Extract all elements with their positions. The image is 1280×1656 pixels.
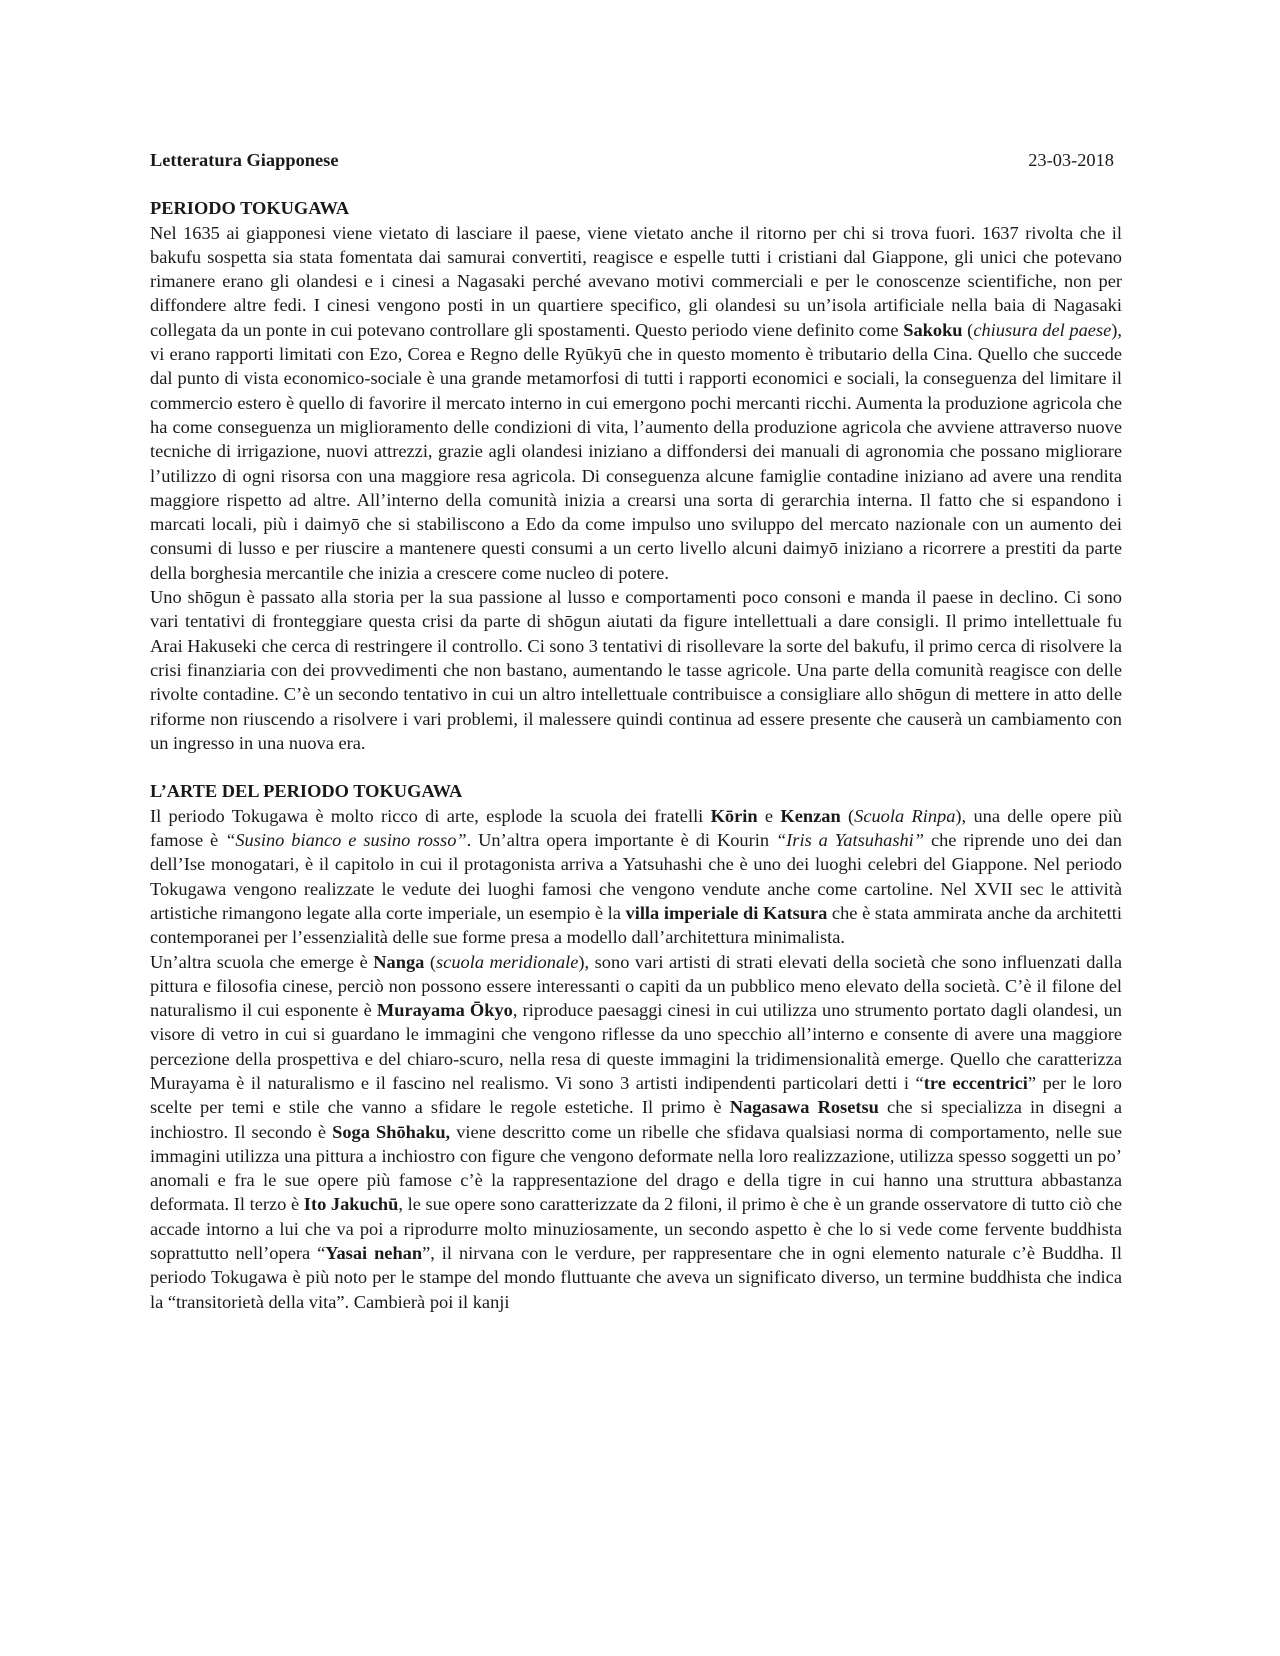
- document-title: Letteratura Giapponese: [150, 150, 339, 170]
- text-run: e: [757, 805, 781, 826]
- text-run: ), sono vari artisti di strati elevati della società che sono influenzati dalla pittura e filosofia cinese, perciò non possono essere interessanti o capiti da un pubblico meno elevato della società. C’è il filone del naturalismo il cui esponente è: [150, 951, 1122, 1021]
- italic-text: “Susino bianco e susino rosso”: [225, 830, 467, 851]
- bold-text: villa imperiale di Katsura: [625, 902, 828, 923]
- text-run: che è stata ammirata anche da architetti contemporanei per l’essenzialità delle sue forme presa a modello dall’architettura minimalista.: [150, 902, 1122, 948]
- bold-text: Sakoku: [903, 319, 963, 340]
- text-run: ” per le loro scelte per temi e stile che vanno a sfidare le regole estetiche. Il primo è: [150, 1072, 1123, 1118]
- text-run: che riprende uno dei dan dell’Ise monogatari, è il capitolo in cui il protagonista arriva a Yatsuhashi che è uno dei luoghi celebri del Giappone. Nel periodo Tokugawa vengono realizzate le vedute dei luoghi famosi che vengono vendute anche come cartoline. Nel XVII sec le attività artistiche rimangono legate alla corte imperiale, un esempio è la: [150, 830, 1122, 923]
- text-run: Un’altra scuola che emerge è: [150, 951, 374, 972]
- section-heading-periodo-tokugawa: PERIODO TOKUGAWA: [150, 198, 350, 219]
- paragraph: [150, 585, 1122, 755]
- text-run: Uno shōgun è passato alla storia per la sua passione al lusso e comportamenti poco consoni e manda il paese in declino. Ci sono vari tentativi di fronteggiare questa crisi da parte di shōgun aiutati da figure intellettuali a dare consigli. Il primo intellettuale fu Arai Hakuseki che cerca di restringere il controllo. Ci sono 3 tentativi di risollevare la sorte del bakufu, il primo cerca di risolvere la crisi finanziaria con dei provvedimenti che non bastano, aumentando le tasse agricole. Una parte della comunità reagisce con delle rivolte contadine. C’è un secondo tentativo in cui un altro intellettuale contribuisce a consigliare allo shōgun di mettere in atto delle riforme non riuscendo a risolvere i vari problemi, il malessere quindi continua ad essere presente che causerà un cambiamento con un ingresso in una nuova era.: [150, 587, 1122, 753]
- text-run: (: [962, 319, 974, 340]
- paragraph: [150, 950, 1122, 1314]
- italic-text: “Iris a Yatsuhashi”: [775, 830, 925, 851]
- bold-text: Murayama Ōkyo: [376, 1000, 513, 1021]
- bold-text: Nagasawa Rosetsu: [729, 1097, 879, 1118]
- text-run: ”, il nirvana con le verdure, per rappresentare che in ogni elemento naturale c’è Buddha. Il periodo Tokugawa è più noto per le stampe del mondo fluttuante che aveva un significato diverso, un termine buddhista che indica la “transitorietà della vita”. Cambierà poi il kanji: [150, 1243, 1122, 1312]
- text-run: , le sue opere sono caratterizzate da 2 filoni, il primo è che è un grande osservatore di tutto ciò che accade intorno a lui che va poi a riprodurre molto minuziosamente, un secondo aspetto è che lo si vede come fervente buddhista soprattutto nell’opera “: [150, 1194, 1122, 1264]
- text-run: , riproduce paesaggi cinesi in cui utilizza uno strumento portato dagli olandesi, un visore di vetro in cui si guardano le immagini che vengono riflesse da uno specchio all’interno e consente di avere una maggiore percezione della prospettiva e del chiaro-scuro, nella resa di queste immagini la tridimensionalità emerge. Quello che caratterizza Murayama è il naturalismo e il fascino nel realismo. Vi sono 3 artisti indipendenti particolari detti i “: [150, 1000, 1122, 1093]
- bold-text: Ito Jakuchū: [303, 1194, 399, 1215]
- document-page: [150, 148, 1122, 1314]
- paragraph: [150, 804, 1122, 950]
- text-run: Il periodo Tokugawa è molto ricco di arte, esplode la scuola dei fratelli: [150, 805, 711, 826]
- text-run: ), vi erano rapporti limitati con Ezo, Corea e Regno delle Ryūkyū che in questo momento è tributario della Cina. Quello che succede dal punto di vista economico-sociale è una grande metamorfosi di tutti i rapporti economici e sociali, la conseguenza del limitare il commercio estero è quello di favorire il mercato interno in cui emergono pochi mercanti ricchi. Aumenta la produzione agricola che ha come conseguenza un miglioramento delle condizioni di vita, l’aumento della produzione agricola che avviene attraverso nuove tecniche di irrigazione, nuovi attrezzi, grazie agli olandesi iniziano a diffondersi dei manuali di agronomia che possano migliorare l’utilizzo di ogni risorsa con una maggiore resa agricola. Di conseguenza alcune famiglie contadine iniziano ad avere una rendita maggiore rispetto ad altre. All’interno della comunità inizia a crearsi una sorta di gerarchia interna. Il fatto che si espandono i marcati locali, più i daimyō che si stabiliscono a Edo da come impulso uno sviluppo del mercato nazionale con un aumento dei consumi di lusso e per riuscire a mantenere questi consumi a un certo livello alcuni daimyō iniziano a ricorrere a prestiti da parte della borghesia mercantile che inizia a crescere come nucleo di potere.: [150, 319, 1123, 583]
- document-header: [150, 148, 1122, 172]
- text-run: viene descritto come un ribelle che sfidava qualsiasi norma di comportamento, nelle sue immagini utilizza una pittura a inchiostro con figure che vengono deformate nella loro realizzazione, utilizza spesso soggetti un po’ anomali e fra le sue opere più famose c’è la rappresentazione del drago e della tigre in cui hanno una struttura abbastanza deformata. Il terzo è: [150, 1121, 1123, 1215]
- text-run: Nel 1635 ai giapponesi viene vietato di lasciare il paese, viene vietato anche il ritorno per chi si trova fuori. 1637 rivolta che il bakufu sospetta sia stata fomentata dai samurai convertiti, reagisce e espelle tutti i cristiani dal Giappone, gli unici che potevano rimanere erano gli olandesi e i cinesi a Nagasaki perché avevano motivi commerciali e per le conoscenze scientifiche, non per diffondere altre fedi. I cinesi vengono posti in un quartiere specifico, gli olandesi su un’isola artificiale nella baia di Nagasaki collegata da un ponte in cui potevano controllare gli spostamenti. Questo periodo viene definito come: [150, 222, 1122, 340]
- section-heading-arte-tokugawa: L’ARTE DEL PERIODO TOKUGAWA: [150, 781, 463, 802]
- italic-text: scuola meridionale: [436, 951, 579, 972]
- text-run: che si specializza in disegni a inchiostro. Il secondo è: [150, 1097, 1122, 1142]
- bold-text: Yasai nehan: [325, 1243, 423, 1264]
- bold-text: Nanga: [373, 951, 425, 972]
- section-spacer: [150, 755, 1122, 779]
- text-run: (: [840, 805, 855, 826]
- text-run: ), una delle opere più famose è: [150, 805, 1122, 851]
- text-run: . Un’altra opera importante è di Kourin: [466, 830, 776, 851]
- text-run: (: [424, 951, 437, 972]
- italic-text: chiusura del paese: [973, 319, 1112, 340]
- bold-text: Kōrin: [710, 805, 758, 826]
- bold-text: tre eccentrici: [923, 1072, 1028, 1093]
- paragraph: [150, 221, 1122, 585]
- italic-text: Scuola Rinpa: [854, 805, 956, 826]
- bold-text: Soga Shōhaku,: [332, 1121, 451, 1142]
- bold-text: Kenzan: [780, 805, 841, 826]
- document-date: 23-03-2018: [1028, 150, 1114, 170]
